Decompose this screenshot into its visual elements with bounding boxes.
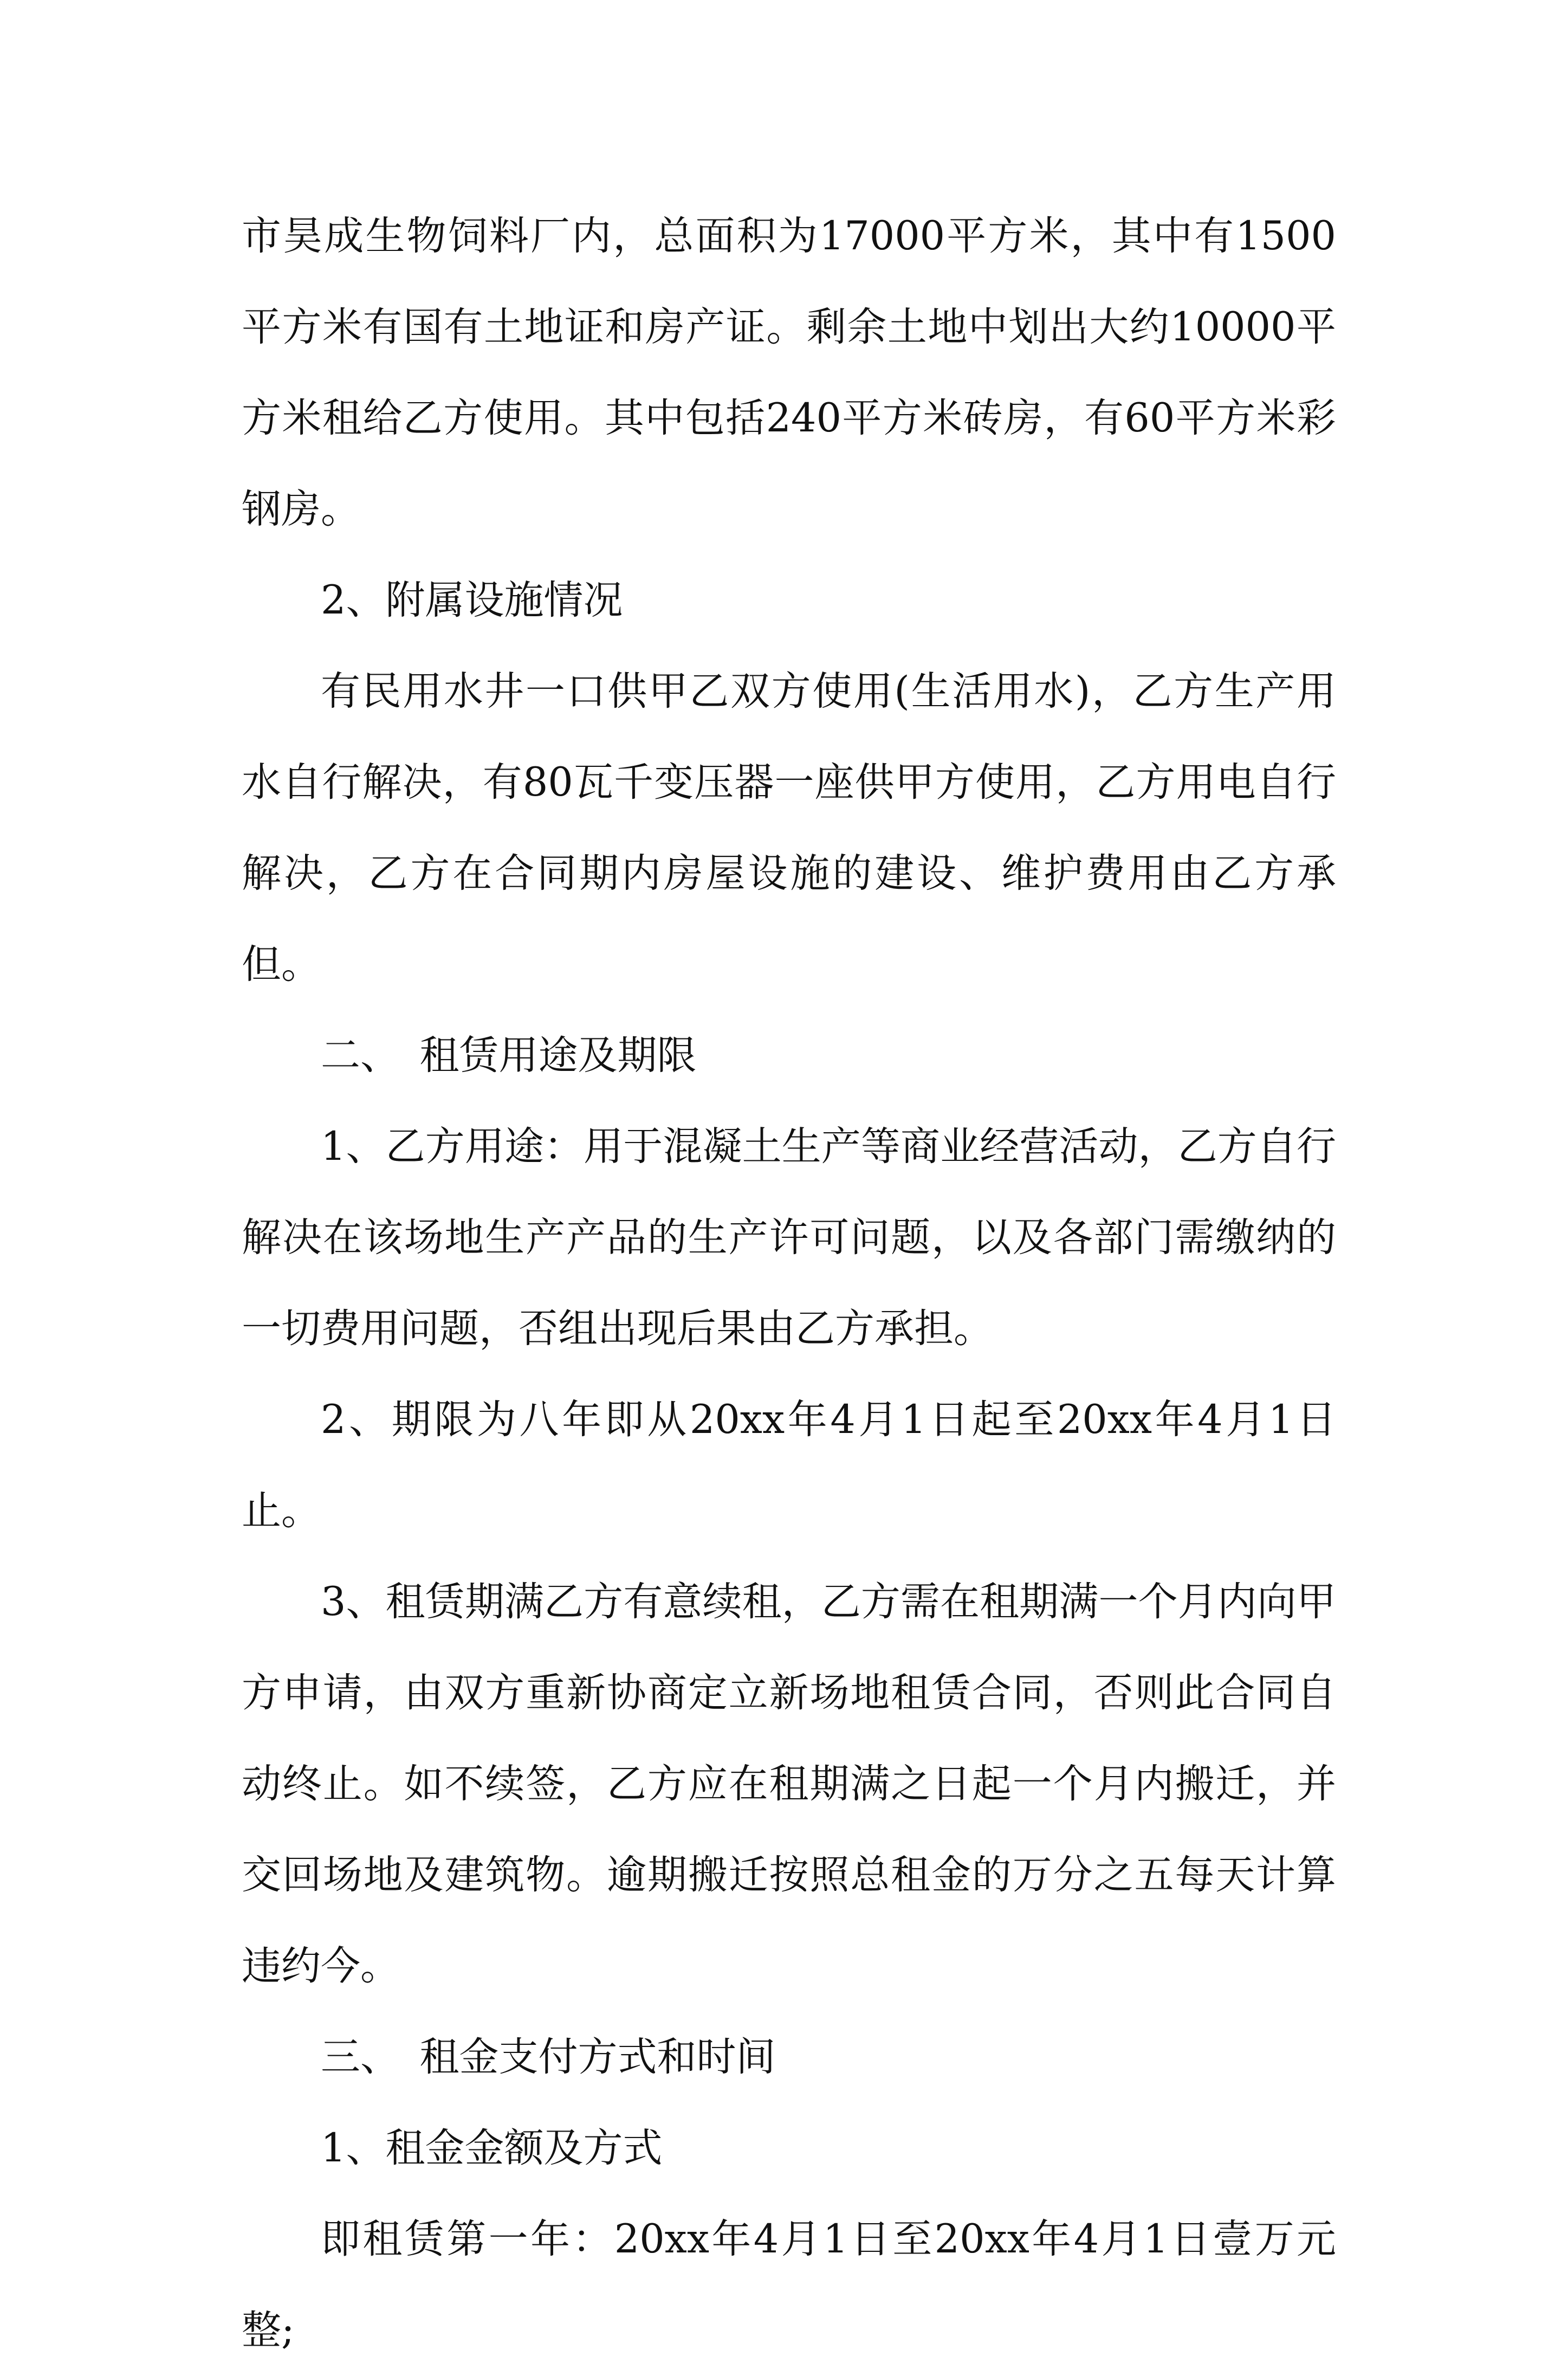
paragraph-purpose: 1、乙方用途：用于混凝土生产等商业经营活动，乙方自行解决在该场地生产产品的生产许可问题，以及各部门需缴纳的一切费用问题，否组出现后果由乙方承担。 (242, 1124, 1336, 1352)
paragraph-rent-amount-heading: 1、租金金额及方式 (321, 2125, 663, 2171)
paragraph-renewal: 3、租赁期满乙方有意续租，乙方需在租期满一个月内向甲方申请，由双方重新协商定立新场地租赁合同，否则此合同自动终止。如不续签，乙方应在租期满之日起一个月内搬迁，并交回场地及建筑物。逾期搬迁按照总租金的万分之五每天计算违约今。 (242, 1579, 1336, 1989)
paragraph-first-year-rent: 即租赁第一年：20xx年4月1日至20xx年4月1日壹万元整; (242, 2216, 1336, 2353)
section-heading-rent-payment: 三、 租金支付方式和时间 (321, 2034, 776, 2080)
paragraph-facilities-detail: 有民用水井一口供甲乙双方使用(生活用水)，乙方生产用水自行解决，有80瓦千变压器一座供甲方使用，乙方用电自行解决，乙方在合同期内房屋设施的建设、维护费用由乙方承但。 (242, 668, 1336, 987)
paragraph-term: 2、期限为八年即从20xx年4月1日起至20xx年4月1日止。 (242, 1397, 1336, 1534)
paragraph-facilities-heading: 2、附属设施情况 (321, 577, 623, 623)
document-body (242, 191, 1336, 2376)
paragraph-land-area: 市昊成生物饲料厂内，总面积为17000平方米，其中有1500平方米有国有土地证和房产证。剩余土地中划出大约10000平方米租给乙方使用。其中包括240平方米砖房，有60平方米彩钢房。 (242, 213, 1336, 532)
section-heading-purpose-term: 二、 租赁用途及期限 (321, 1032, 697, 1079)
